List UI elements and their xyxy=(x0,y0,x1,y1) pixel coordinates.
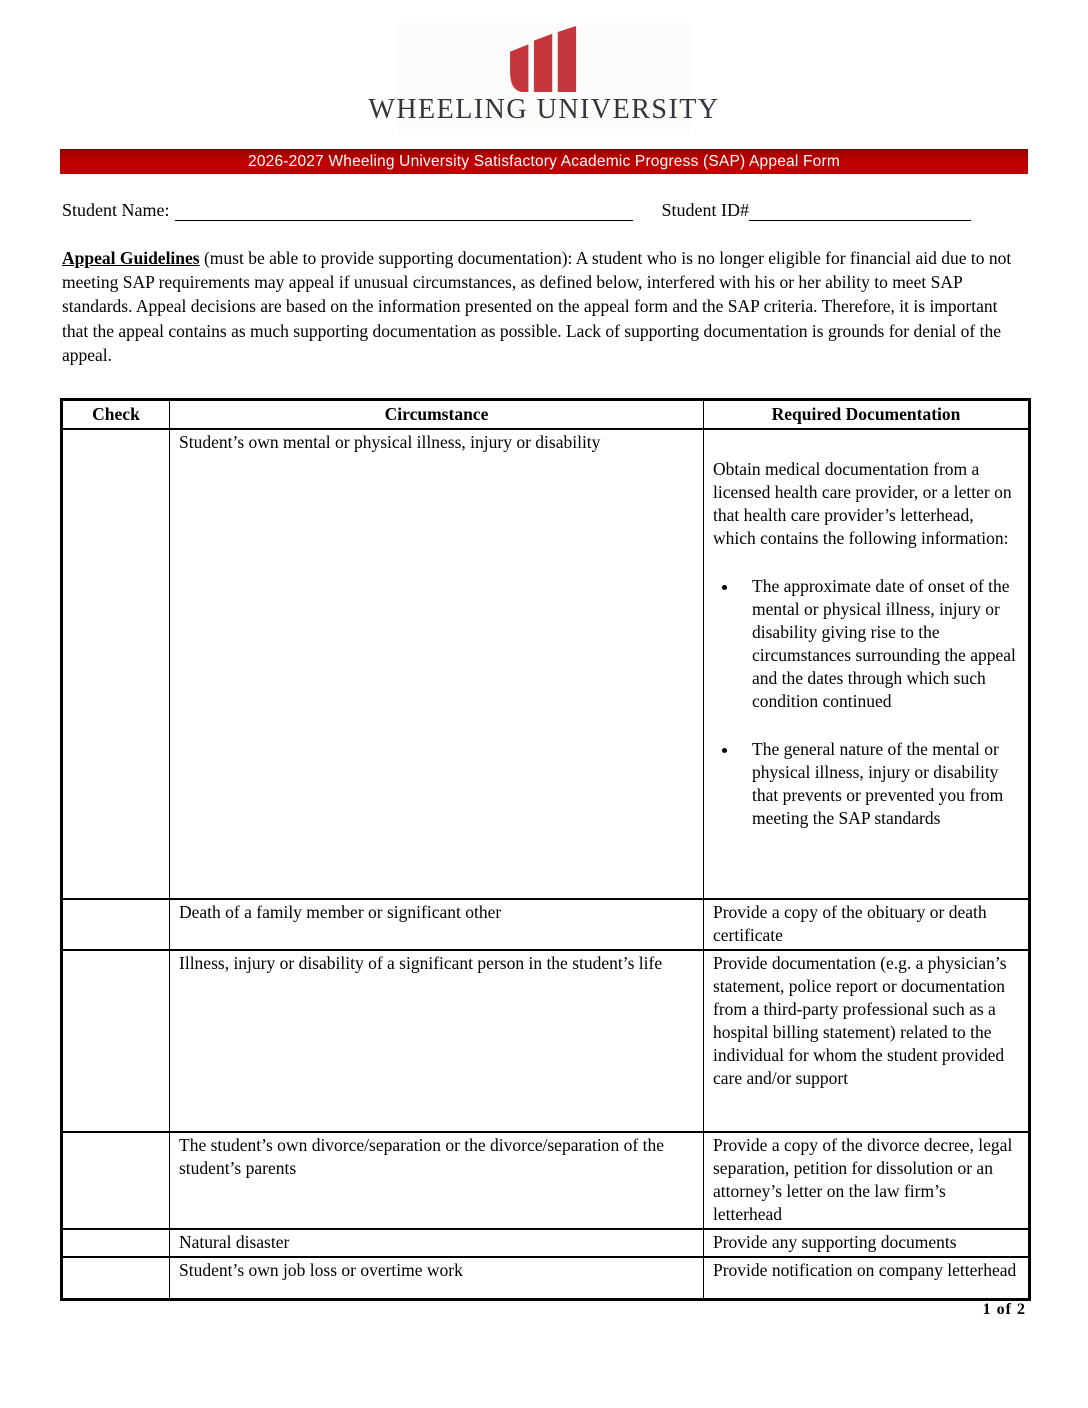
documentation-cell: Provide notification on company letterhead xyxy=(704,1257,1030,1299)
page-number: 1 of 2 xyxy=(982,1301,1026,1318)
check-cell[interactable] xyxy=(62,1132,170,1229)
table-row xyxy=(62,950,1030,1132)
circumstance-cell: Death of a family member or significant other xyxy=(170,899,704,950)
table-row xyxy=(62,1257,1030,1299)
table-row xyxy=(62,1132,1030,1229)
student-name-field[interactable] xyxy=(175,199,633,221)
documentation-bullet-list xyxy=(713,575,1019,830)
documentation-cell: Provide any supporting documents xyxy=(704,1229,1030,1257)
documentation-cell: Provide a copy of the obituary or death certificate xyxy=(704,899,1030,950)
check-cell[interactable] xyxy=(62,950,170,1132)
university-name: WHEELING UNIVERSITY xyxy=(368,94,720,125)
check-cell[interactable] xyxy=(62,899,170,950)
documentation-cell xyxy=(704,429,1030,899)
circumstance-cell: The student’s own divorce/separation or the divorce/separation of the student’s parents xyxy=(170,1132,704,1229)
university-logo-icon xyxy=(502,26,586,92)
header-required-documentation: Required Documentation xyxy=(704,400,1030,430)
documentation-bullet: • The approximate date of onset of the mental or physical illness, injury or disability giving rise to the circumstances surrounding the appeal and the dates through which such condition continued xyxy=(739,575,1019,713)
check-cell[interactable] xyxy=(62,1229,170,1257)
circumstance-cell: Illness, injury or disability of a significant person in the student’s life xyxy=(170,950,704,1132)
table-header-row xyxy=(62,400,1030,430)
documentation-cell: Provide a copy of the divorce decree, legal separation, petition for dissolution or an attorney’s letter on the law firm’s letterhead xyxy=(704,1132,1030,1229)
check-cell[interactable] xyxy=(62,1257,170,1299)
appeal-guidelines-paragraph xyxy=(62,246,1028,367)
circumstance-cell: Student’s own mental or physical illness, injury or disability xyxy=(170,429,704,899)
guidelines-body: (must be able to provide supporting documentation): A student who is no longer eligible for financial aid due to not meeting SAP requirements may appeal if unusual circumstances, as defined below, interfered with his or her ability to meet SAP standards. Appeal decisions are based on the information presented on the appeal form and the SAP criteria. Therefore, it is important that the appeal contains as much supporting documentation as possible. Lack of supporting documentation is grounds for denial of the appeal. xyxy=(62,248,1012,365)
guidelines-heading: Appeal Guidelines xyxy=(62,248,200,268)
student-id-field[interactable] xyxy=(749,199,971,221)
header-circumstance: Circumstance xyxy=(170,400,704,430)
documentation-bullet: • The general nature of the mental or physical illness, injury or disability that prevents or prevented you from meeting the SAP standards xyxy=(739,738,1019,830)
table-row xyxy=(62,1229,1030,1257)
circumstance-table xyxy=(60,398,1031,1301)
header-check: Check xyxy=(62,400,170,430)
form-title-banner xyxy=(60,149,1028,174)
circumstance-cell: Student’s own job loss or overtime work xyxy=(170,1257,704,1299)
table-row xyxy=(62,899,1030,950)
student-id-label: Student ID# xyxy=(661,200,749,220)
circumstance-cell: Natural disaster xyxy=(170,1229,704,1257)
form-title: 2026-2027 Wheeling University Satisfactory Academic Progress (SAP) Appeal Form xyxy=(248,152,840,170)
documentation-cell: Provide documentation (e.g. a physician’s statement, police report or documentation from a third-party professional such as a hospital billing statement) related to the individual for whom the student provided care and/or support xyxy=(704,950,1030,1132)
student-name-label: Student Name: xyxy=(62,200,170,220)
student-info-row xyxy=(62,199,1028,221)
university-logo xyxy=(368,22,720,134)
check-cell[interactable] xyxy=(62,429,170,899)
table-row xyxy=(62,429,1030,899)
documentation-intro: Obtain medical documentation from a licensed health care provider, or a letter on that health care provider’s letterhead, which contains the following information: xyxy=(713,459,1012,548)
